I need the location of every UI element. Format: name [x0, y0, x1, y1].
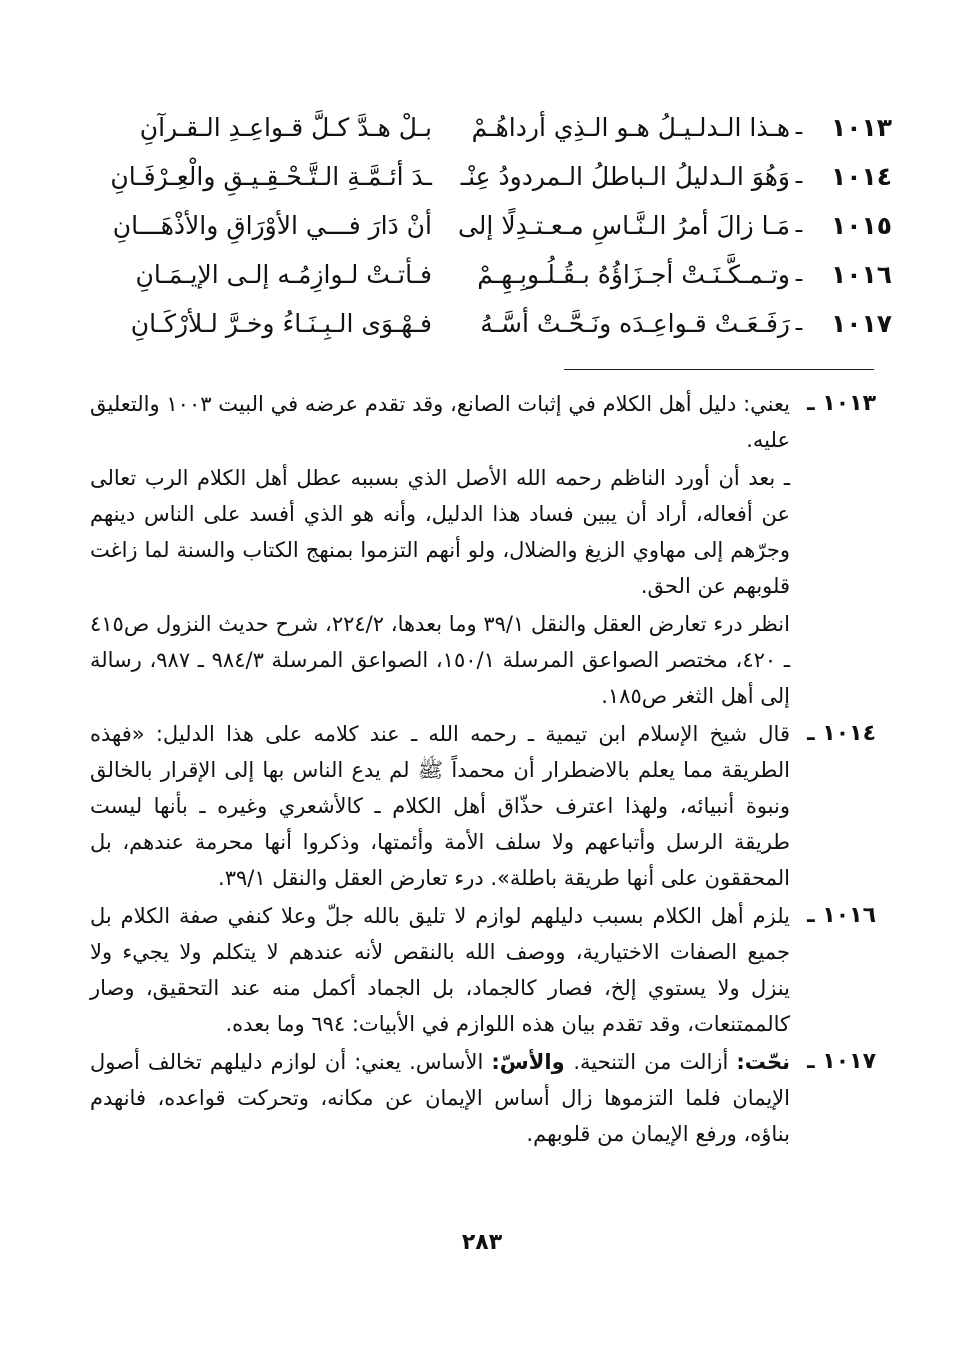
verse-dash: ـ — [795, 213, 803, 238]
verse-line — [72, 299, 892, 348]
footnotes — [90, 386, 876, 1154]
footnote-separator — [564, 369, 874, 370]
footnote-paragraph: يلزم أهل الكلام بسبب دليلهم لوازم لا تليق بالله جلّ وعلا كنفي صفة الكلام بل جميع الصفات الاختيارية، ووصف الله بالنقص لأنه عندهم لا يتكلم ولا يجيء ولا ينزل ولا يستوي إلخ، فصار كالجماد، بل الجماد أكمل منه عند التحقيق، وصار كالممتنعات، وقد تقدم بيان هذه اللوازم في الأبيات: ٦٩٤ وما بعده. — [90, 904, 790, 1036]
verse-line — [72, 250, 892, 299]
footnote-body — [90, 386, 790, 714]
verse-second-hemistich: ـدَ أئـمَّـةِ الـتَّـحْـقِـيـقِ والْعِـرْفَـانِ — [110, 162, 432, 191]
footnote-body — [90, 898, 790, 1042]
verse-number: ١٠١٤ — [830, 162, 892, 191]
verse-line — [72, 152, 892, 201]
page-number: ٢٨٣ — [461, 1230, 503, 1255]
footnote-body — [90, 716, 790, 896]
footnote-body — [90, 1044, 790, 1152]
footnote-paragraph — [90, 1044, 790, 1152]
footnote — [90, 386, 876, 714]
verse-line — [72, 201, 892, 250]
footnote — [90, 898, 876, 1042]
glossed-word: نحّت: — [736, 1050, 790, 1074]
verse-number: ١٠١٦ — [830, 260, 892, 289]
verse-second-hemistich: فـهْـوَى الـبِـنَـاءُ وخـرَّ لـلأرْكَـانِ — [130, 309, 432, 338]
footnote-paragraph: قال شيخ الإسلام ابن تيمية ـ رحمه الله ـ عند كلامه على هذا الدليل: «فهذه الطريقة مما يعلم بالاضطرار أن محمداً ﷺ لم يدع الناس بها إلى الإقرار بالخالق ونبوة أنبيائه، ولهذا اعترف حذّاق أهل الكلام ـ كالأشعري وغيره ـ بأنها ليست طريقة الرسل وأتباعهم ولا سلف الأمة وأئمتها، وذكروا أنها محرمة عندهم، بل المحققون على أنها طريقة باطلة». درء تعارض العقل والنقل ٣٩/١. — [90, 722, 790, 890]
footnote-paragraph: يعني: دليل أهل الكلام في إثبات الصانع، وقد تقدم عرضه في البيت ١٠٠٣ والتعليق عليه. — [90, 392, 790, 452]
verse-dash: ـ — [795, 164, 803, 189]
verse-dash: ـ — [795, 262, 803, 287]
footnote — [90, 1044, 876, 1152]
glossed-word: والأسّ: — [491, 1050, 574, 1074]
verse-first-hemistich: وَهُوَ الـدليلُ الـباطلُ الـمردودُ عِنْـ — [460, 162, 790, 191]
verse-first-hemistich: هـذا الـدلـيـلُ هـو الـذِي أرداهُـمْ — [471, 113, 790, 142]
footnote — [90, 716, 876, 896]
gloss-text: الأساس. يعني: أن لوازم دليلهم تخالف أصول الإيمان فلما التزموها زال أساس الإيمان عن مكانه، وتحركت قواعده، فانهدم بناؤه، ورفع الإيمان من قلوبهم. — [90, 1050, 790, 1146]
verse-number: ١٠١٣ — [830, 113, 892, 142]
verse-number: ١٠١٥ — [830, 211, 892, 240]
verse-second-hemistich: فـأتـتْ لـوازِمُـه إلـى الإيـمَـانِ — [135, 260, 432, 289]
verse-second-hemistich: بـلْ هـدَّ كـلَّ قـواعِـدِ الـقـرآنِ — [139, 113, 432, 142]
poem-verses — [72, 103, 892, 348]
footnote-number: ١٠١٤ ـ — [807, 721, 876, 746]
footnote-number: ١٠١٦ ـ — [807, 903, 876, 928]
verse-first-hemistich: وتـمـكَّـنَـتْ أجـزَاؤُهُ بـقُـلُـوبِـهِـمْ — [477, 260, 790, 289]
footnote-number: ١٠١٣ ـ — [807, 391, 876, 416]
verse-number: ١٠١٧ — [830, 309, 892, 338]
verse-first-hemistich: رَفَـعَـتْ قـواعِـدَه ونَـحَّـتْ أسَّـهُ — [480, 309, 790, 338]
verse-line — [72, 103, 892, 152]
footnote-paragraph: ـ بعد أن أورد الناظم رحمه الله الأصل الذي بسببه عطل أهل الكلام الرب تعالى عن أفعاله، أراد أن يبين فساد هذا الدليل، وأنه هو الذي أفسد على الناس دينهم وجرّهم إلى مهاوي الزيغ والضلال، ولو أنهم التزموا بمنهج الكتاب والسنة لما زاغت قلوبهم عن الحق. — [90, 466, 790, 598]
footnote-number: ١٠١٧ ـ — [807, 1049, 876, 1074]
verse-dash: ـ — [795, 115, 803, 140]
verse-first-hemistich: مَـا زالَ أمرُ الـنَّـاسِ مـعـتـدِلًا إلى — [457, 211, 790, 240]
verse-dash: ـ — [795, 311, 803, 336]
footnote-paragraph: انظر درء تعارض العقل والنقل ٣٩/١ وما بعدها، ٢٢٤/٢، شرح حديث النزول ص٤١٥ ـ ٤٢٠، مختصر الصواعق المرسلة ١٥٠/١، الصواعق المرسلة ٩٨٤/٣ ـ ٩٨٧، رسالة إلى أهل الثغر ص١٨٥. — [90, 612, 791, 708]
verse-second-hemistich: أنْ دَارَ فـــي الأوْرَاقِ والأذْهَـــانِ — [112, 211, 432, 240]
gloss-text: أزالت من التنحية. — [573, 1050, 737, 1074]
